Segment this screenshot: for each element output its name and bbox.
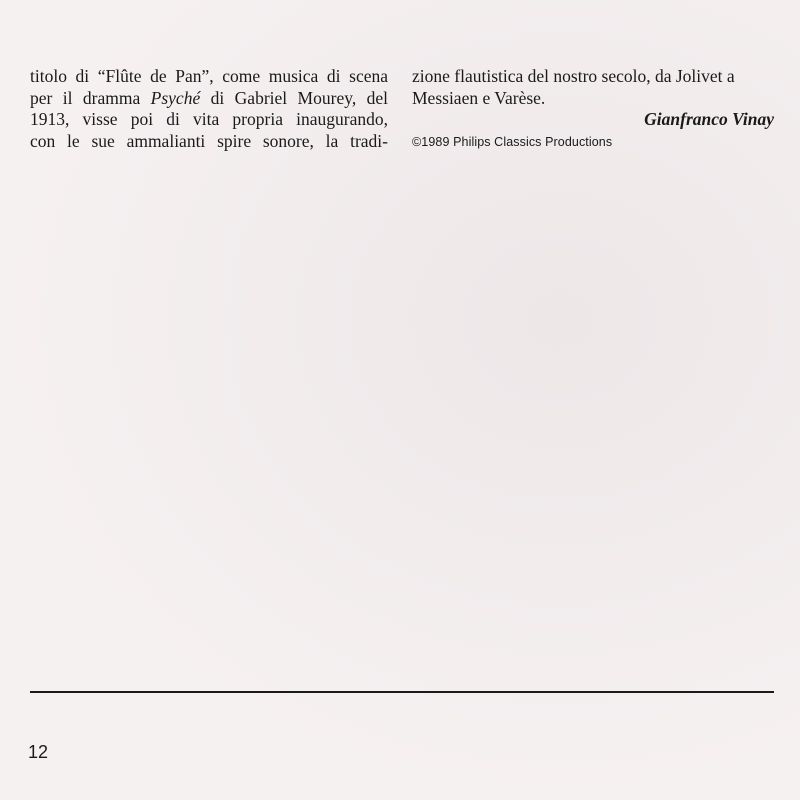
page-number: 12	[28, 742, 49, 762]
left-line-1: titolo di “Flûte de Pan”, come musica di scena	[30, 66, 388, 86]
play-title-italic: Psyché	[150, 87, 201, 108]
left-line-2	[30, 88, 388, 110]
right-line-1: zione flautistica del nostro secolo, da Jolivet a	[412, 66, 735, 86]
left-text-column	[30, 66, 388, 152]
left-line-3: 1913, visse poi di vita propria inaugurando,	[30, 109, 388, 129]
left-line-2-pre: per il dramma	[30, 87, 151, 108]
right-text-column	[412, 66, 774, 150]
copyright-notice: ©1989 Philips Classics Productions	[412, 134, 613, 149]
left-line-2-post: di Gabriel Mourey, del	[200, 87, 388, 108]
right-line-2: Messiaen e Varèse.	[412, 87, 546, 108]
left-line-4: con le sue ammalianti spire sonore, la tradi-	[30, 130, 388, 151]
author-signature: Gianfranco Vinay	[644, 109, 774, 129]
horizontal-rule	[30, 691, 774, 693]
